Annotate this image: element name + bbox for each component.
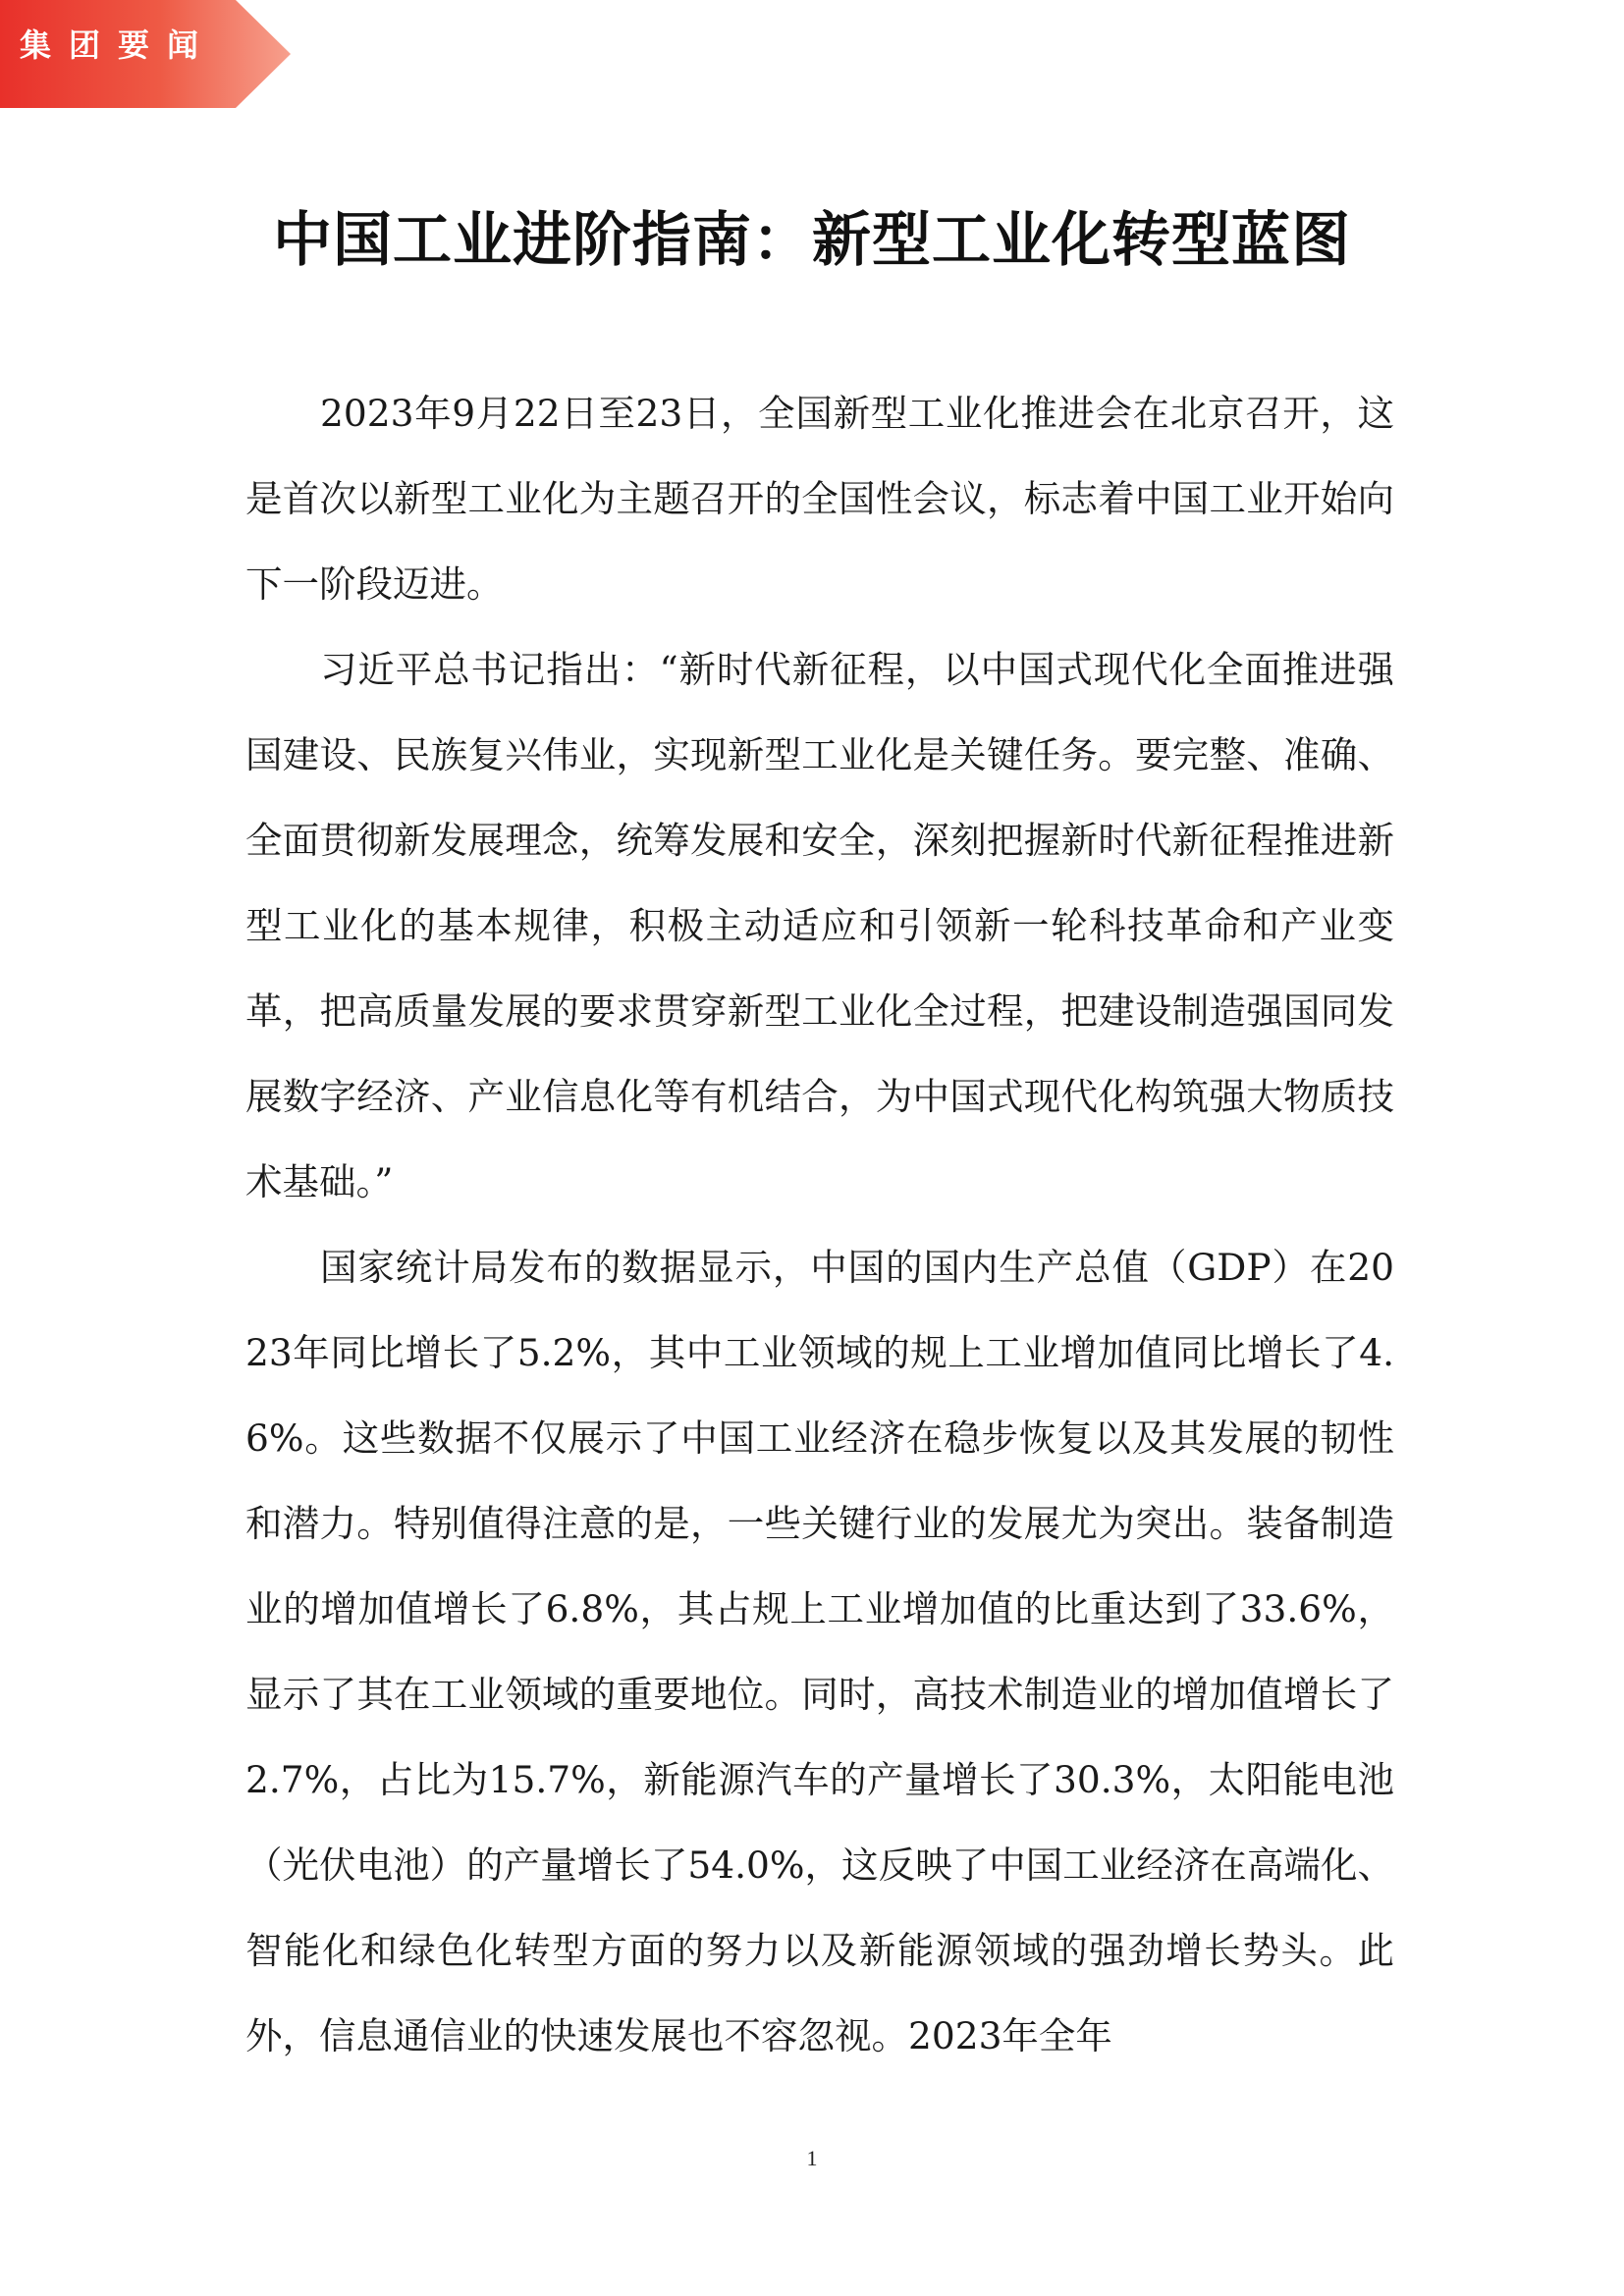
section-tag [0,0,291,108]
section-tag-label: 集团要闻 [20,27,217,64]
page-number: 1 [806,2146,818,2170]
article-body [245,371,1394,2079]
article-title: 中国工业进阶指南：新型工业化转型蓝图 [273,206,1351,275]
paragraph-3: 国家统计局发布的数据显示，中国的国内生产总值（GDP）在2023年同比增长了5.2%，其中工业领域的规上工业增加值同比增长了4.6%。这些数据不仅展示了中国工业经济在稳步恢复以及其发展的韧性和潜力。特别值得注意的是，一些关键行业的发展尤为突出。装备制造业的增加值增长了6.8%，其占规上工业增加值的比重达到了33.6%，显示了其在工业领域的重要地位。同时，高技术制造业的增加值增长了2.7%，占比为15.7%，新能源汽车的产量增长了30.3%，太阳能电池（光伏电池）的产量增长了54.0%，这反映了中国工业经济在高端化、智能化和绿色化转型方面的努力以及新能源领域的强劲增长势头。此外，信息通信业的快速发展也不容忽视。2023年全年 [245,1246,1394,2057]
paragraph-2: 习近平总书记指出：“新时代新征程，以中国式现代化全面推进强国建设、民族复兴伟业，实现新型工业化是关键任务。要完整、准确、全面贯彻新发展理念，统筹发展和安全，深刻把握新时代新征程推进新型工业化的基本规律，积极主动适应和引领新一轮科技革命和产业变革，把高质量发展的要求贯穿新型工业化全过程，把建设制造强国同发展数字经济、产业信息化等有机结合，为中国式现代化构筑强大物质技术基础。” [245,648,1394,1203]
paragraph-1: 2023年9月22日至23日，全国新型工业化推进会在北京召开，这是首次以新型工业化为主题召开的全国性会议，标志着中国工业开始向下一阶段迈进。 [245,392,1394,606]
